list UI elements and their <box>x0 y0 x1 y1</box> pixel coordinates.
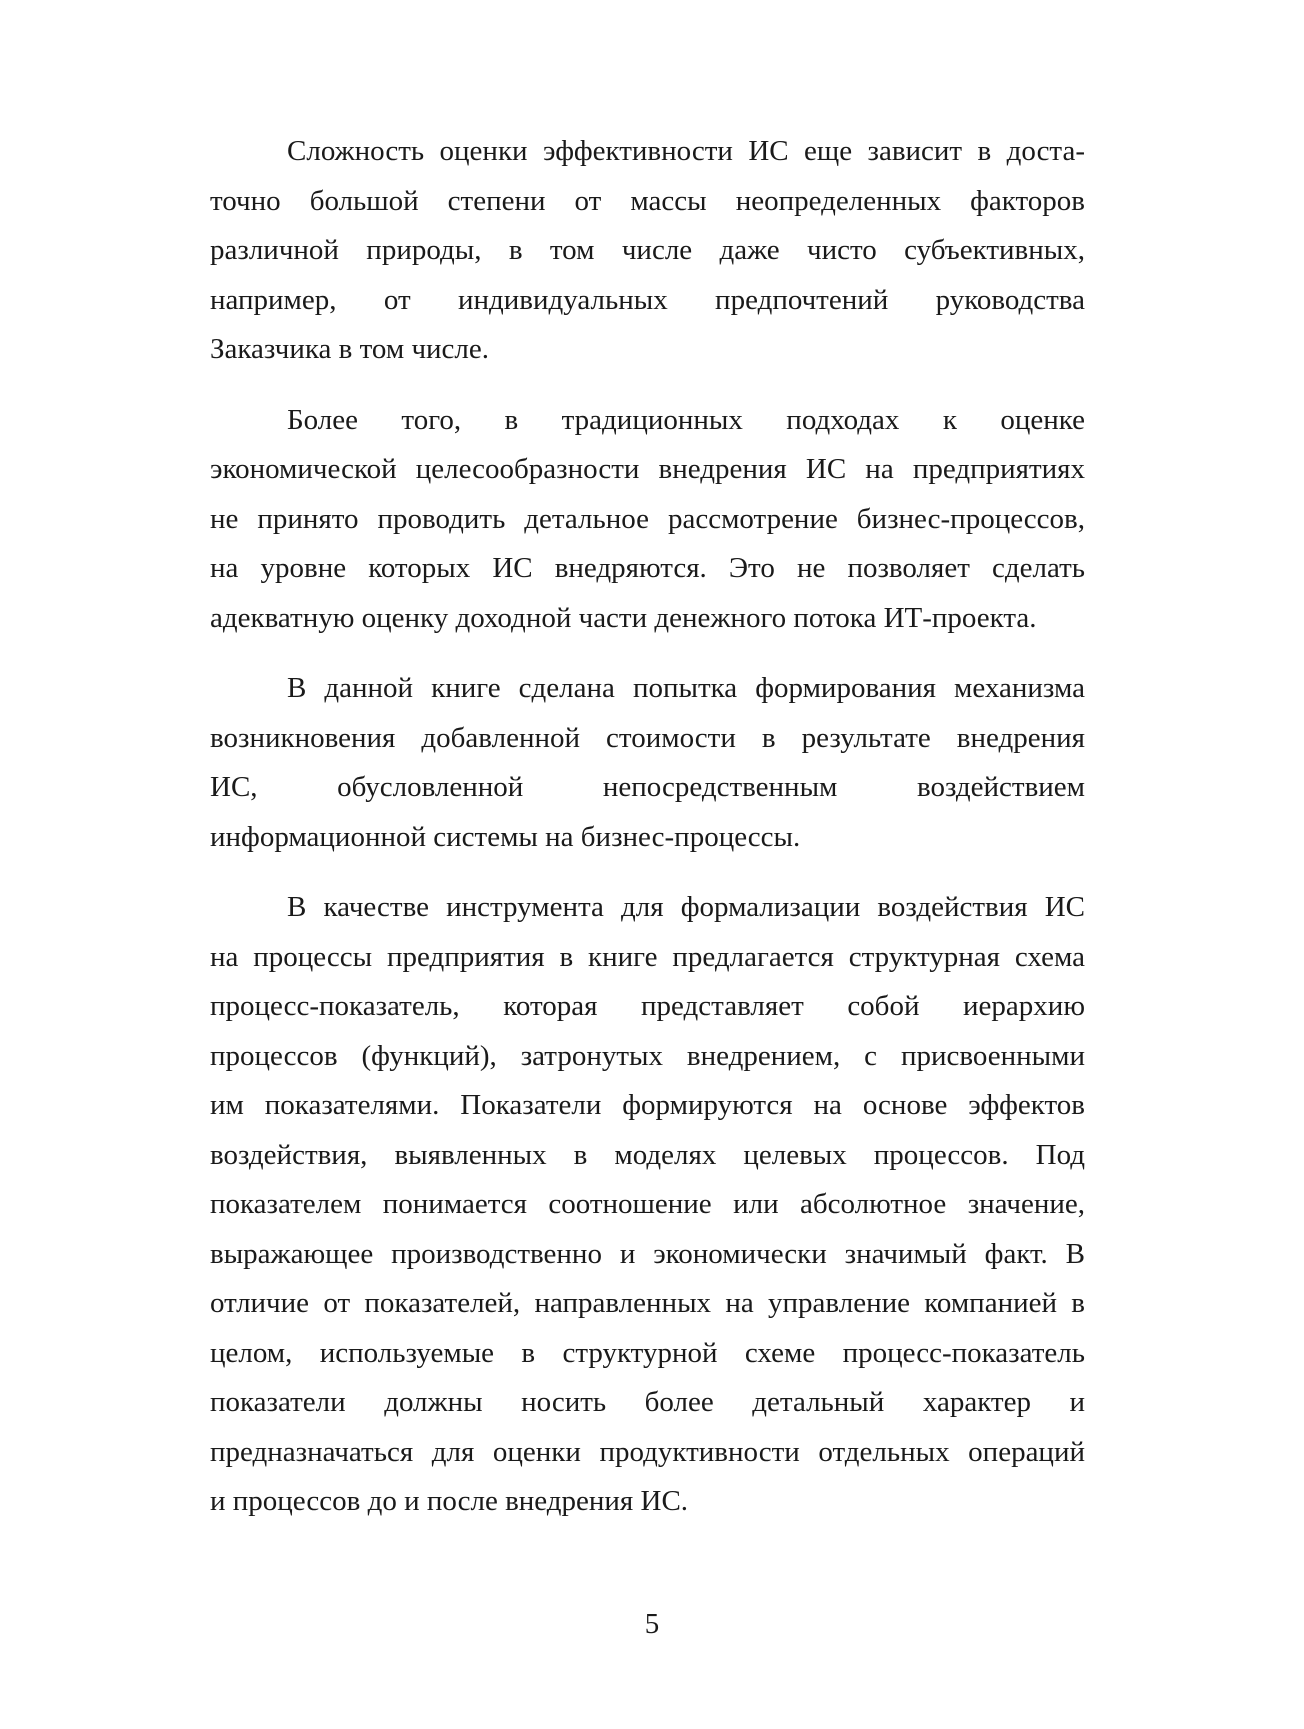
text-line: показатели должны носить более детальный характер и <box>210 1386 1085 1418</box>
text-line: В качестве инструмента для формализации воздействия ИС <box>287 891 1085 923</box>
text-line: экономической целесообразности внедрения ИС на предприятиях <box>210 453 1085 485</box>
text-line: не принято проводить детальное рассмотрение бизнес-процессов, <box>210 502 1085 535</box>
text-line: В данной книге сделана попытка формирования механизма <box>287 672 1085 704</box>
text-line: возникновения добавленной стоимости в результате внедрения <box>210 721 1085 754</box>
text-line: точно большой степени от массы неопределенных факторов <box>210 184 1085 217</box>
text-line: выражающее производственно и экономически значимый факт. В <box>210 1237 1085 1270</box>
text-line: целом, используемые в структурной схеме процесс-показатель <box>210 1336 1085 1369</box>
paragraph-1 <box>210 127 1085 375</box>
text-line: отличие от показателей, направленных на управление компанией в <box>210 1287 1085 1319</box>
text-line: адекватную оценку доходной части денежного потока ИТ-проекта. <box>210 601 1037 634</box>
text-line: на уровне которых ИС внедряются. Это не позволяет сделать <box>210 552 1085 584</box>
text-line: различной природы, в том числе даже чисто субъективных, <box>210 234 1085 266</box>
text-line: например, от индивидуальных предпочтений руководства <box>210 283 1085 316</box>
text-line: Более того, в традиционных подходах к оценке <box>287 403 1085 436</box>
text-line: Сложность оценки эффективности ИС еще зависит в доста- <box>287 135 1085 167</box>
text-line: процесс-показатель, которая представляет собой иерархию <box>210 990 1085 1022</box>
text-line: ИС, обусловленной непосредственным воздействием <box>210 771 1085 803</box>
text-line: Заказчика в том числе. <box>210 333 490 365</box>
paragraph-4 <box>210 883 1085 1527</box>
paragraph-2 <box>210 396 1085 644</box>
text-line: им показателями. Показатели формируются на основе эффектов <box>210 1089 1085 1121</box>
text-line: воздействия, выявленных в моделях целевых процессов. Под <box>210 1138 1085 1171</box>
text-line: на процессы предприятия в книге предлагается структурная схема <box>210 940 1085 973</box>
text-line: процессов (функций), затронутых внедрением, с присвоенными <box>210 1039 1085 1072</box>
text-line: и процессов до и после внедрения ИС. <box>210 1485 689 1517</box>
text-line: информационной системы на бизнес-процессы. <box>210 820 801 853</box>
document-body <box>210 127 1085 1548</box>
paragraph-3 <box>210 664 1085 862</box>
text-line: предназначаться для оценки продуктивности отдельных операций <box>210 1435 1085 1468</box>
text-line: показателем понимается соотношение или абсолютное значение, <box>210 1188 1085 1220</box>
page-number: 5 <box>644 1608 660 1640</box>
